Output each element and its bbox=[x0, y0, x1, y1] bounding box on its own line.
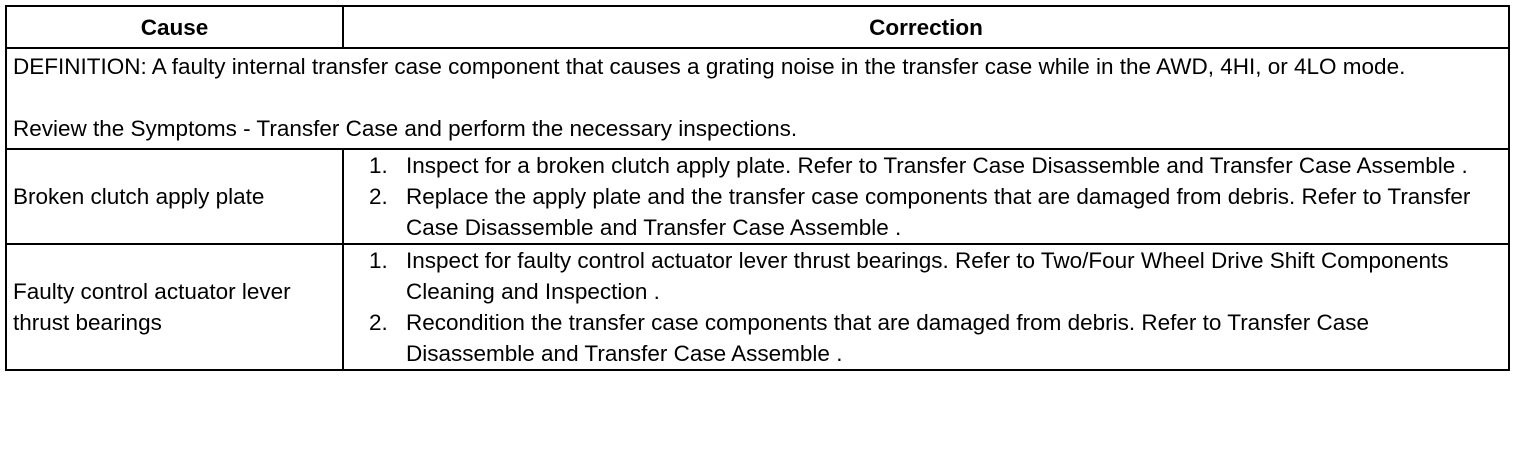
step-number: 1. bbox=[369, 248, 388, 273]
cause-cell: Faulty control actuator lever thrust bearings bbox=[6, 244, 343, 370]
table-row bbox=[6, 244, 1509, 370]
step-text: Inspect for faulty control actuator lever thrust bearings. Refer to Two/Four Wheel Drive Shift Components Cleaning and Inspection . bbox=[406, 248, 1449, 304]
step-number: 2. bbox=[369, 184, 388, 209]
correction-steps bbox=[350, 150, 1502, 243]
step-text: Replace the apply plate and the transfer case components that are damaged from debris. Refer to Transfer Case Disassemble and Transfer Case Assemble . bbox=[406, 184, 1471, 240]
definition-cell bbox=[6, 48, 1509, 149]
definition-text: DEFINITION: A faulty internal transfer case component that causes a grating noise in the transfer case while in the AWD, 4HI, or 4LO mode. bbox=[13, 54, 1406, 79]
step-text: Recondition the transfer case components that are damaged from debris. Refer to Transfer Case Disassemble and Transfer Case Assemble . bbox=[406, 310, 1369, 366]
correction-step bbox=[369, 307, 1502, 369]
correction-step bbox=[369, 150, 1502, 181]
step-number: 1. bbox=[369, 153, 388, 178]
correction-steps bbox=[350, 245, 1502, 369]
diagnostic-table bbox=[5, 5, 1510, 371]
correction-column-header: Correction bbox=[343, 6, 1509, 48]
correction-step bbox=[369, 245, 1502, 307]
step-number: 2. bbox=[369, 310, 388, 335]
cause-column-header: Cause bbox=[6, 6, 343, 48]
definition-row bbox=[6, 48, 1509, 149]
header-row bbox=[6, 6, 1509, 48]
cause-cell: Broken clutch apply plate bbox=[6, 149, 343, 244]
definition-note: Review the Symptoms - Transfer Case and perform the necessary inspections. bbox=[13, 116, 798, 141]
correction-cell bbox=[343, 149, 1509, 244]
table-row bbox=[6, 149, 1509, 244]
correction-cell bbox=[343, 244, 1509, 370]
correction-step bbox=[369, 181, 1502, 243]
step-text: Inspect for a broken clutch apply plate. Refer to Transfer Case Disassemble and Transfer Case Assemble . bbox=[406, 153, 1468, 178]
